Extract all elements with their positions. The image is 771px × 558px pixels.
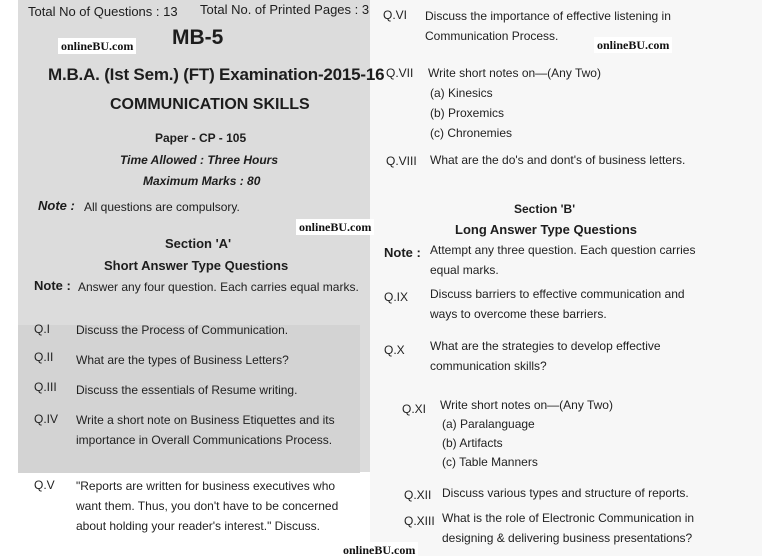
list-item: (b) Proxemics [430, 106, 505, 120]
list-item: (a) Paralanguage [442, 417, 535, 431]
question-text: Write short notes on—(Any Two) [440, 398, 613, 412]
time-allowed: Time Allowed : Three Hours [120, 153, 279, 167]
total-questions: Total No of Questions : 13 [28, 4, 178, 19]
list-item: (c) Chronemies [430, 126, 513, 140]
paper-number: Paper - CP - 105 [155, 131, 247, 145]
question-text: What are the types of Business Letters? [76, 353, 289, 367]
section-b-title: Section 'B' [514, 202, 576, 216]
question-number: Q.XIII [404, 514, 435, 528]
question-number: Q.XII [404, 488, 432, 502]
question-text: Write short notes on—(Any Two) [428, 66, 601, 80]
note-label: Note : [38, 198, 75, 213]
list-item: (c) Table Manners [442, 455, 538, 469]
question-text: Discuss the importance of effective listening in Communication Process. [425, 9, 671, 43]
question-number: Q.V [34, 478, 55, 492]
question-number: Q.III [34, 380, 57, 394]
section-a-title: Section 'A' [165, 236, 232, 251]
question-number: Q.IX [384, 290, 409, 304]
question-text: What is the role of Electronic Communication in designing & delivering business presentations? [442, 511, 695, 545]
question-text: "Reports are written for business executives who want them. Thus, you don't have to be concerned about holding your reader's interest." Discuss. [76, 479, 339, 533]
watermark: onlineBU.com [594, 37, 672, 53]
question-text: Discuss the essentials of Resume writing. [76, 383, 298, 397]
question-text: What are the strategies to develop effective communication skills? [430, 339, 661, 373]
question-number: Q.XI [402, 402, 427, 416]
paper-code: MB-5 [172, 26, 224, 49]
watermark: onlineBU.com [296, 219, 374, 235]
question-text: Discuss various types and structure of reports. [442, 486, 689, 500]
question-number: Q.VIII [386, 154, 417, 168]
section-b-note-label: Note : [384, 245, 421, 260]
question-text: Write a short note on Business Etiquettes and its importance in Overall Communications Process. [76, 413, 335, 447]
total-pages: Total No. of Printed Pages : 3 [200, 2, 370, 17]
question-number: Q.IV [34, 412, 59, 426]
section-a-subtitle: Short Answer Type Questions [104, 258, 289, 273]
list-item: (a) Kinesics [430, 86, 493, 100]
section-b-note-text: Attempt any three question. Each question carries equal marks. [430, 243, 696, 277]
note-text: All questions are compulsory. [84, 200, 240, 214]
exam-title: M.B.A. (Ist Sem.) (FT) Examination-2015-16 [48, 65, 385, 84]
question-number: Q.VII [386, 66, 414, 80]
question-text: What are the do's and dont's of business letters. [430, 153, 686, 167]
question-number: Q.X [384, 343, 405, 357]
question-number: Q.VI [383, 8, 408, 22]
section-a-note-text: Answer any four question. Each carries equal marks. [78, 280, 359, 294]
question-text: Discuss the Process of Communication. [76, 323, 289, 337]
section-a-note-label: Note : [34, 278, 71, 293]
subject-title: COMMUNICATION SKILLS [110, 96, 310, 113]
question-text: Discuss barriers to effective communication and ways to overcome these barriers. [430, 287, 685, 321]
watermark: onlineBU.com [58, 38, 136, 54]
maximum-marks: Maximum Marks : 80 [143, 174, 261, 188]
question-number: Q.II [34, 350, 54, 364]
question-number: Q.I [34, 322, 51, 336]
watermark: onlineBU.com [340, 542, 418, 558]
list-item: (b) Artifacts [442, 436, 503, 450]
section-b-subtitle: Long Answer Type Questions [455, 222, 638, 237]
